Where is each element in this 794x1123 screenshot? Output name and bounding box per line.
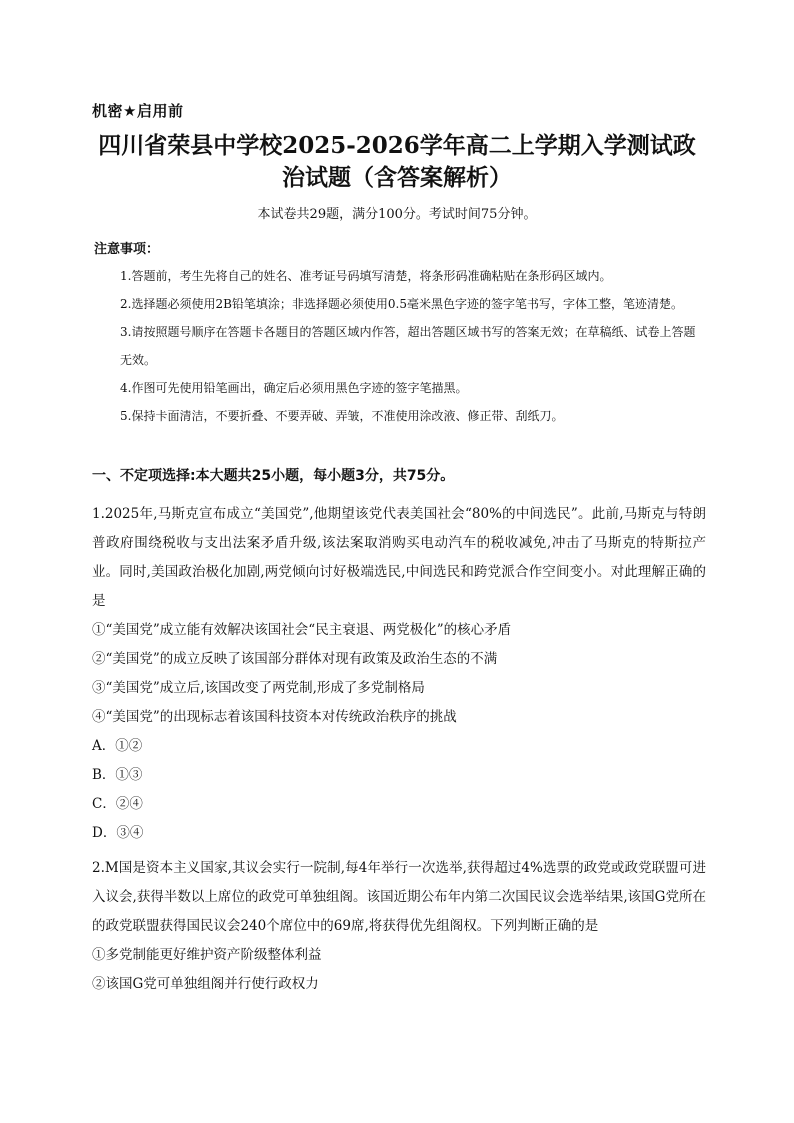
answer-option-a: A．①②: [92, 738, 143, 754]
statement-item: ②“美国党”的成立反映了该国部分群体对现有政策及政治生态的不满: [92, 651, 498, 667]
notes-list: [120, 262, 704, 430]
exam-info: 本试卷共29题，满分100分。考试时间75分钟。: [257, 207, 537, 222]
note-item: 1.答题前，考生先将自己的姓名、准考证号码填写清楚，将条形码准确粘贴在条形码区域内。: [120, 269, 612, 283]
answer-option-c: C．②④: [92, 796, 143, 812]
question-stem: 1.2025年,马斯克宣布成立“美国党”,他期望该党代表美国社会“80%的中间选民”。此前,马斯克与特朗普政府围绕税收与支出法案矛盾升级,该法案取消购买电动汽车的税收减免,冲击了马斯克的特斯拉产业。同时,美国政治极化加剧,两党倾向讨好极端选民,中间选民和跨党派合作空间变小。对此理解正确的是: [92, 506, 706, 609]
question-stem: 2.M国是资本主义国家,其议会实行一院制,每4年举行一次选举,获得超过4%选票的政党或政党联盟可进入议会,获得半数以上席位的政党可单独组阁。该国近期公布年内第二次国民议会选举结果,该国G党所在的政党联盟获得国民议会240个席位中的69席,将获得优先组阁权。下列判断正确的是: [92, 860, 706, 934]
note-item: 3.请按照题号顺序在答题卡各题目的答题区域内作答，超出答题区域书写的答案无效；在草稿纸、试卷上答题无效。: [120, 325, 696, 367]
statement-item: ①“美国党”成立能有效解决该国社会“民主衰退、两党极化”的核心矛盾: [92, 622, 512, 638]
statement-item: ①多党制能更好维护资产阶级整体利益: [92, 947, 322, 963]
section-heading: 一、不定项选择:本大题共25小题，每小题3分，共75分。: [92, 468, 455, 484]
notes-heading: 注意事项：: [94, 242, 160, 257]
title-line-2: 治试题（含答案解析）: [282, 164, 512, 191]
question-2: [92, 854, 706, 999]
statement-item: ②该国G党可单独组阁并行使行政权力: [92, 976, 319, 992]
statement-item: ④“美国党”的出现标志着该国科技资本对传统政治秩序的挑战: [92, 709, 457, 725]
title-line-1: 四川省荣县中学校2025-2026学年高二上学期入学测试政: [98, 132, 696, 159]
page-title: [90, 130, 704, 194]
note-item: 5.保持卡面清洁，不要折叠、不要弄破、弄皱，不准使用涂改液、修正带、刮纸刀。: [120, 409, 564, 423]
note-item: 2.选择题必须使用2B铅笔填涂；非选择题必须使用0.5毫米黑色字迹的签字笔书写，字体工整，笔迹清楚。: [120, 297, 683, 311]
question-1: [92, 500, 706, 848]
answer-option-d: D．③④: [92, 825, 144, 841]
confidential-label: 机密★启用前: [92, 102, 184, 120]
note-item: 4.作图可先使用铅笔画出，确定后必须用黑色字迹的签字笔描黑。: [120, 381, 468, 395]
answer-option-b: B．①③: [92, 767, 143, 783]
statement-item: ③“美国党”成立后,该国改变了两党制,形成了多党制格局: [92, 680, 425, 696]
